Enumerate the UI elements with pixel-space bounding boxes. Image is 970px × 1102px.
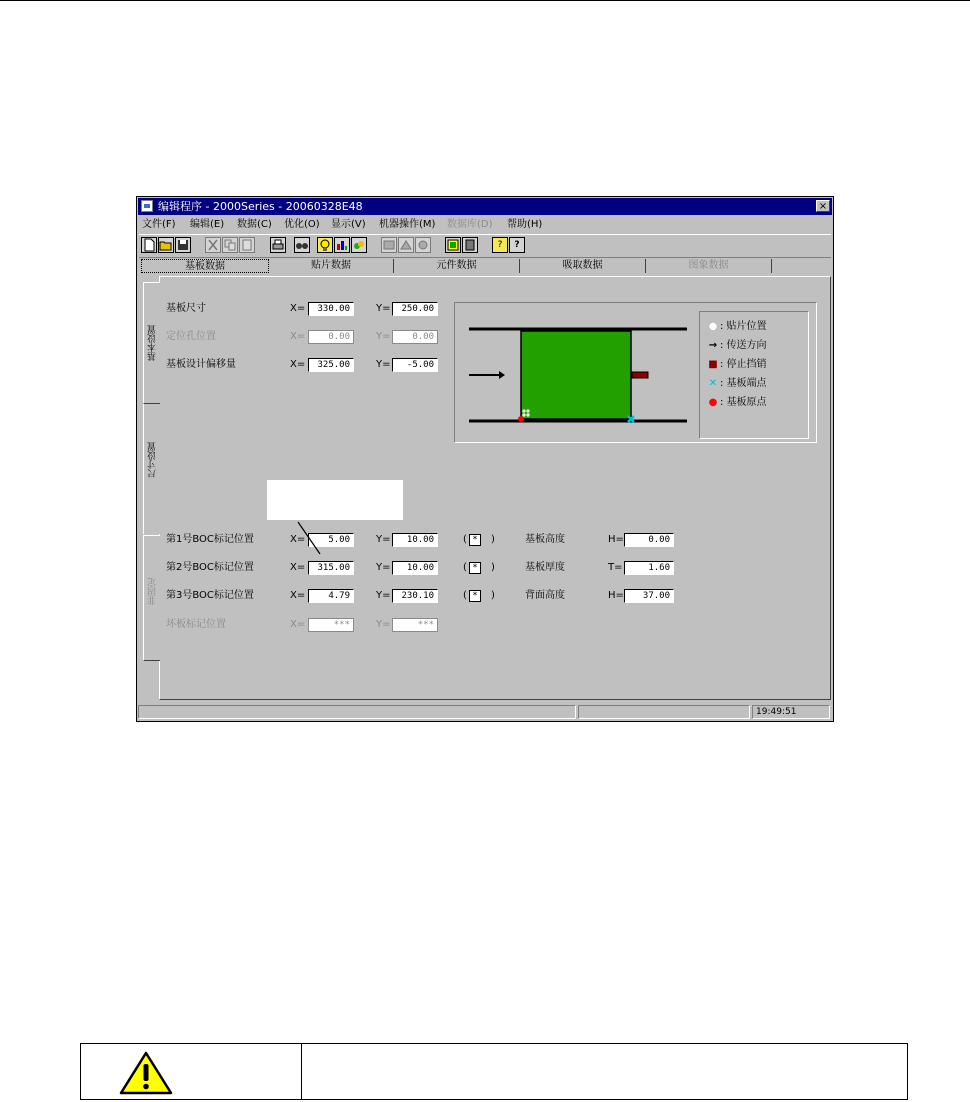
help-icon[interactable]: ? (492, 237, 508, 253)
mark-2-y-label: Y= (376, 562, 391, 573)
design-offset-x-input[interactable]: 325.00 (308, 358, 354, 372)
legend-label: : 基板端点 (720, 378, 767, 389)
board-height-label: 基板高度 (525, 534, 565, 545)
mark-3-x-label: X= (290, 590, 306, 601)
menu-database[interactable]: 数据库(D) (447, 219, 493, 230)
machine-icon[interactable] (381, 237, 397, 253)
menu-view[interactable]: 显示(V) (331, 219, 366, 230)
board-size-x-label: X= (290, 303, 306, 314)
mark-2-y-input[interactable]: 10.00 (392, 561, 438, 575)
legend-board-origin (706, 396, 767, 410)
menu-edit[interactable]: 编辑(E) (190, 219, 225, 230)
app-icon[interactable] (141, 200, 153, 212)
design-offset-y-input[interactable]: -5.00 (392, 358, 438, 372)
mark-3-y-label: Y= (376, 590, 391, 601)
mark-1-label: 第1号BOC标记位置 (166, 534, 254, 545)
bad-mark-x-label: X= (290, 619, 306, 630)
menu-machine[interactable]: 机器操作(M) (379, 219, 436, 230)
arrow-right-icon: → (708, 340, 718, 351)
status-cell-main (138, 705, 576, 719)
legend-label: : 基板原点 (720, 397, 767, 408)
status-time: 19:49:51 (752, 705, 830, 719)
mark-3-checkbox[interactable]: * (469, 590, 481, 602)
context-help-icon[interactable]: ? (509, 237, 525, 253)
open-folder-icon[interactable] (158, 237, 174, 253)
board-thickness-label: 基板厚度 (525, 562, 565, 573)
mark-3-x-input[interactable]: 4.79 (308, 589, 354, 603)
mark-2-checkbox[interactable]: * (469, 562, 481, 574)
board-thickness-var: T= (608, 562, 623, 573)
mark-2-label: 第2号BOC标记位置 (166, 562, 254, 573)
mark-1-paren-close: ) (491, 534, 495, 545)
side-tab-label: 尺寸设置 (148, 442, 158, 478)
stop-icon[interactable] (415, 237, 431, 253)
blank-overlay (267, 480, 403, 520)
mark-2-x-input[interactable]: 315.00 (308, 561, 354, 575)
mark-1-paren-open: ( (463, 534, 467, 545)
hole-y-input[interactable]: 0.00 (392, 330, 438, 344)
bad-mark-y-label: Y= (376, 619, 391, 630)
mark-2-paren-close: ) (491, 562, 495, 573)
chart-icon[interactable] (334, 237, 350, 253)
mark-2-x-label: X= (290, 562, 306, 573)
menu-optimize[interactable]: 优化(O) (284, 219, 320, 230)
menu-help[interactable]: 帮助(H) (507, 219, 543, 230)
conveyor-direction-arrowhead (499, 371, 505, 379)
board-height-var: H= (608, 534, 624, 545)
callout-line (296, 520, 326, 556)
status-cell-middle (578, 705, 750, 719)
board-size-x-input[interactable]: 330.00 (308, 302, 354, 316)
mark-3-paren-close: ) (491, 590, 495, 601)
design-offset-y-label: Y= (376, 359, 391, 370)
toolbar (139, 234, 831, 258)
bad-mark-y-input[interactable]: *** (392, 618, 438, 632)
legend-label: : 贴片位置 (720, 321, 767, 332)
caution-table (80, 1043, 908, 1100)
board-size-y-label: Y= (376, 303, 391, 314)
board-origin-marker (518, 416, 524, 422)
mark-3-y-input[interactable]: 230.10 (392, 589, 438, 603)
light-bulb-icon[interactable] (317, 237, 333, 253)
optimize-icon[interactable] (351, 237, 367, 253)
design-offset-label: 基板设计偏移量 (166, 359, 236, 370)
legend-board-endpoint (706, 377, 767, 391)
cut-icon[interactable] (205, 237, 221, 253)
side-tab-non-fixed[interactable] (143, 535, 160, 661)
tab-pickup-data[interactable]: 吸取数据 (520, 259, 646, 273)
editor-window (136, 196, 834, 722)
title-bar[interactable] (138, 198, 832, 215)
mark-1-x-input[interactable]: 5.00 (308, 533, 354, 547)
board-height-input[interactable]: 0.00 (624, 533, 674, 547)
legend-label: : 传送方向 (720, 340, 767, 351)
board-thickness-input[interactable]: 1.60 (624, 561, 674, 575)
caution-divider (301, 1044, 302, 1099)
red-dot-icon: ● (708, 397, 718, 408)
close-button[interactable]: × (816, 200, 830, 212)
legend-label: : 停止挡销 (720, 359, 767, 370)
back-height-input[interactable]: 37.00 (624, 589, 674, 603)
tab-board-data[interactable]: 基板数据 (141, 259, 269, 273)
mark-2-paren-open: ( (463, 562, 467, 573)
paste-icon[interactable] (239, 237, 255, 253)
mark-1-y-label: Y= (376, 534, 391, 545)
board-rectangle (521, 331, 631, 419)
board-size-label: 基板尺寸 (166, 303, 206, 314)
run-icon[interactable] (398, 237, 414, 253)
binoculars-icon[interactable] (294, 237, 310, 253)
page-top-rule (0, 0, 970, 1)
warning-icon (118, 1050, 174, 1096)
tab-placement-data[interactable]: 贴片数据 (269, 259, 394, 273)
stop-pin-icon: ■ (708, 359, 718, 370)
legend-placement-position (706, 320, 767, 334)
new-file-icon[interactable] (141, 237, 157, 253)
menu-file[interactable]: 文件(F) (142, 219, 176, 230)
menu-data[interactable]: 数据(C) (237, 219, 272, 230)
tab-component-data[interactable]: 元件数据 (394, 259, 520, 273)
white-dot-icon: ● (708, 321, 718, 332)
design-offset-x-label: X= (290, 359, 306, 370)
hole-y-label: Y= (376, 331, 391, 342)
feeder-icon[interactable] (462, 237, 478, 253)
copy-icon[interactable] (222, 237, 238, 253)
hole-position-label: 定位孔位置 (166, 331, 216, 342)
print-icon[interactable] (270, 237, 286, 253)
legend-transfer-direction (706, 339, 767, 353)
mark-1-checkbox[interactable]: * (469, 534, 481, 546)
window-title: 编辑程序 - 2000Series - 20060328E48 (158, 200, 363, 213)
side-tab-size-settings[interactable] (143, 404, 160, 534)
status-bar (138, 705, 832, 719)
side-tab-label: 基本设置 (148, 325, 158, 361)
bad-mark-x-input[interactable]: *** (308, 618, 354, 632)
hole-x-label: X= (290, 331, 306, 342)
side-tab-basic-settings[interactable] (143, 282, 160, 404)
bad-mark-label: 坏板标记位置 (166, 619, 226, 630)
back-height-var: H= (608, 590, 624, 601)
menu-bar (139, 216, 831, 233)
diagram-legend (699, 311, 809, 439)
tab-image-data[interactable]: 图象数据 (646, 259, 772, 273)
back-height-label: 背面高度 (525, 590, 565, 601)
mark-3-label: 第3号BOC标记位置 (166, 590, 254, 601)
mark-3-paren-open: ( (463, 590, 467, 601)
tab-strip (139, 259, 831, 274)
board-size-y-input[interactable]: 250.00 (392, 302, 438, 316)
mark-1-x-label: X= (290, 534, 306, 545)
legend-stop-pin (706, 358, 767, 372)
grid-icon[interactable] (445, 237, 461, 253)
cross-icon: ✕ (708, 378, 718, 389)
mark-1-y-input[interactable]: 10.00 (392, 533, 438, 547)
save-icon[interactable] (175, 237, 191, 253)
side-tab-label: 非固定 (148, 578, 158, 605)
hole-x-input[interactable]: 0.00 (308, 330, 354, 344)
stop-pin-marker (632, 372, 648, 378)
